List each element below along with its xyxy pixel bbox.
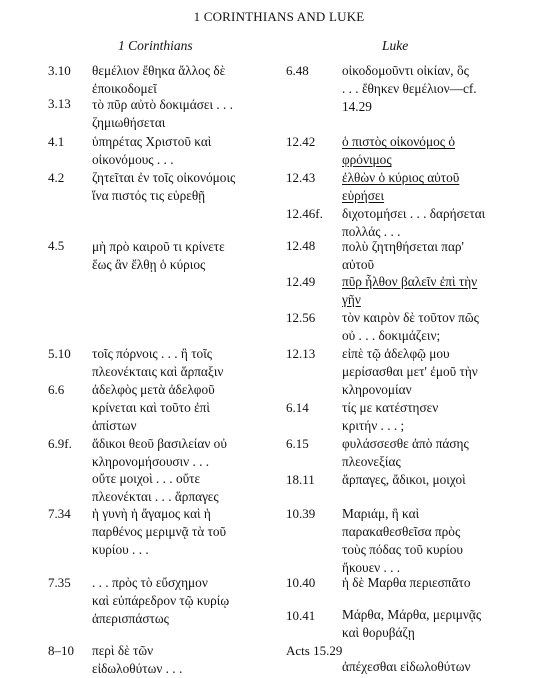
text-1cor: θεμέλιον ἔθηκα ἄλλος δὲ ἐποικοδομεῖ — [92, 63, 226, 96]
text-luke: πολὺ ζητηθήσεται παρ' αὐτοῦ — [342, 239, 464, 272]
ref-luke: 10.41 — [286, 608, 316, 623]
text-1cor: . . . πρὸς τὸ εὔσχημον καὶ εὐπάρεδρον τῷ κυρίῳ ἀπερισπάστως — [92, 575, 230, 626]
text-1cor: μὴ πρὸ καιροῦ τι κρίνετε ἕως ἂν ἔλθῃ ὁ κύριος — [92, 239, 225, 272]
text-1cor: οὔτε μοιχοὶ . . . οὔτε πλεονέκται . . . ἅρπαγες — [92, 471, 219, 504]
ref-luke: 6.48 — [286, 63, 309, 78]
text-luke: ὁ πιστὸς οἰκονόμος ὁ φρόνιμος — [342, 134, 455, 167]
ref-luke: 12.49 — [286, 274, 316, 289]
text-luke: πῦρ ἦλθον βαλεῖν ἐπὶ τὴν γῆν — [342, 274, 478, 307]
text-luke: ἀπέχεσθαι εἰδωλοθύτων — [342, 659, 471, 674]
page-title: 1 CORINTHIANS AND LUKE — [193, 9, 365, 24]
text-1cor: ζητεῖται ἐν τοῖς οἰκονόμοις ἵνα πιστός τις εὑρεθῇ — [92, 170, 236, 203]
text-luke: εἰπὲ τῷ ἀδελφῷ μου μερίσασθαι μετ' ἐμοῦ τὴν — [342, 346, 478, 379]
ref-1cor: 6.9f. — [48, 436, 72, 451]
ref-luke: 18.11 — [286, 472, 315, 487]
ref-1cor: 7.34 — [48, 506, 71, 521]
ref-luke: 12.56 — [286, 310, 316, 325]
text-luke: ἅρπαγες, ἄδικοι, μοιχοὶ — [342, 472, 466, 487]
ref-luke: 12.48 — [286, 238, 316, 253]
text-luke: κληρονομίαν — [342, 382, 412, 397]
text-1cor: ἄδικοι θεοῦ βασιλείαν οὐ κληρονομήσουσιν . . . — [92, 436, 227, 469]
ref-luke: 6.15 — [286, 436, 309, 451]
ref-1cor: 3.13 — [48, 96, 71, 111]
ref-luke: 10.39 — [286, 506, 316, 521]
text-luke: διχοτομήσει . . . δαρήσεται πολλάς . . . — [342, 206, 486, 239]
ref-1cor: 4.2 — [48, 170, 65, 185]
ref-luke: 12.42 — [286, 134, 316, 149]
text-luke: Μαριάμ, ἣ καὶ παρακαθεσθεῖσα πρὸς τοὺς πόδας τοῦ κυρίου ἤκουεν . . . — [342, 506, 463, 575]
text-1cor: περὶ δὲ τῶν εἰδωλοθύτων . . . — [92, 643, 183, 676]
ref-1cor: 6.6 — [48, 382, 65, 397]
text-1cor: τὸ πῦρ αὐτὸ δοκιμάσει . . . ζημιωθήσεται — [92, 97, 234, 130]
ref-1cor: 4.1 — [48, 134, 65, 149]
text-1cor: ἀδελφὸς μετὰ ἀδελφοῦ κρίνεται καὶ τοῦτο ἐπὶ ἀπίστων — [92, 382, 215, 433]
text-1cor: ἡ γυνὴ ἡ ἄγαμος καὶ ἡ παρθένος μεριμνᾷ τὰ τοῦ κυρίου . . . — [92, 506, 227, 557]
text-luke: οἰκοδομοῦντι οἰκίαν, ὃς . . . ἔθηκεν θεμέλιον—cf. — [342, 63, 477, 96]
ref-luke: 12.43 — [286, 170, 316, 185]
ref-1cor: 5.10 — [48, 346, 71, 361]
ref-1cor: 4.5 — [48, 238, 65, 253]
text-luke: ἡ δὲ Μαρθα περιεσπᾶτο — [342, 575, 471, 590]
ref-1cor: 8–10 — [48, 643, 74, 658]
text-luke: Μάρθα, Μάρθα, μεριμνᾷς καὶ θορυβάζῃ — [342, 607, 482, 640]
ref-luke: 12.13 — [286, 346, 316, 361]
text-luke: τίς με κατέστησεν κριτήν . . . ; — [342, 400, 439, 433]
text-luke: ἐλθὼν ὁ κύριος αὐτοῦ εὑρήσει — [342, 170, 460, 203]
text-luke: φυλάσσεσθε ἀπὸ πάσης πλεονεξίας — [342, 436, 469, 469]
column-header-luke: Luke — [382, 38, 409, 53]
text-1cor: ὑπηρέτας Χριστοῦ καὶ οἰκονόμους . . . — [92, 134, 212, 167]
ref-luke: Acts 15.29 — [286, 643, 343, 658]
ref-1cor: 7.35 — [48, 575, 71, 590]
ref-luke: 10.40 — [286, 575, 316, 590]
text-1cor: τοῖς πόρνοις . . . ἢ τοῖς πλεονέκταις καὶ ἅρπαξιν — [92, 346, 224, 379]
column-header-1-corinthians: 1 Corinthians — [118, 38, 193, 53]
ref-luke: 12.46f. — [286, 206, 323, 221]
text-luke: 14.29 — [342, 99, 372, 114]
text-luke: τὸν καιρὸν δὲ τοῦτον πῶς οὐ . . . δοκιμάζειν; — [342, 310, 479, 343]
ref-luke: 6.14 — [286, 400, 309, 415]
ref-1cor: 3.10 — [48, 63, 71, 78]
